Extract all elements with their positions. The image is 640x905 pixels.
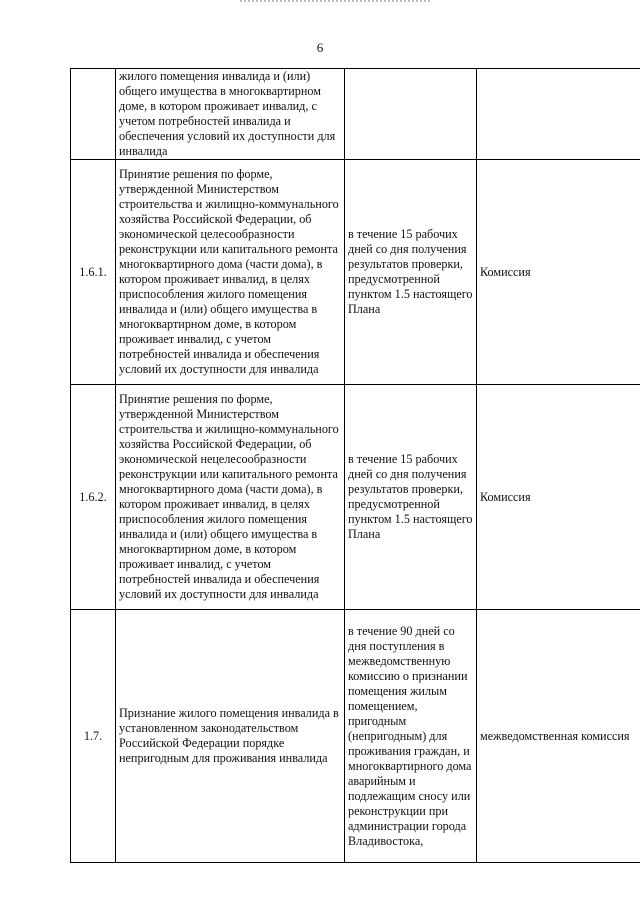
table-row — [71, 69, 640, 160]
action-cell: Принятие решения по форме, утвержденной Министерством строительства и жилищно-коммунального хозяйства Российской Федерации, об экономической нецелесообразности реконструкции или капитального ремонта многоквартирного дома (части дома), в котором проживает инвалид, в целях приспособления жилого помещения инвалида и (или) общего имущества в многоквартирном доме, в котором проживает инвалид, с учетом потребностей инвалида и обеспечения условий их доступности для инвалида — [116, 385, 345, 610]
page-number: 6 — [316, 40, 324, 55]
responsible-cell: межведомственная комиссия — [477, 610, 640, 863]
action-cell: жилого помещения инвалида и (или) общего имущества в многоквартирном доме, в котором проживает инвалид, с учетом потребностей инвалида и обеспечения условий их доступности для инвалида — [116, 69, 345, 160]
scan-top-mark — [240, 0, 430, 5]
item-number: 1.6.2. — [71, 385, 116, 610]
responsible-cell: Комиссия — [477, 385, 640, 610]
term-cell: в течение 15 рабочих дней со дня получения результатов проверки, предусмотренной пунктом 1.5 настоящего Плана — [345, 385, 477, 610]
table-row — [71, 385, 640, 610]
action-cell: Принятие решения по форме, утвержденной Министерством строительства и жилищно-коммунального хозяйства Российской Федерации, об экономической целесообразности реконструкции или капитального ремонта многоквартирного дома (части дома), в котором проживает инвалид, в целях приспособления жилого помещения инвалида и (или) общего имущества в многоквартирном доме, в котором проживает инвалид, с учетом потребностей инвалида и обеспечения условий их доступности для инвалида — [116, 160, 345, 385]
term-cell: в течение 15 рабочих дней со дня получения результатов проверки, предусмотренной пунктом 1.5 настоящего Плана — [345, 160, 477, 385]
table-row — [71, 610, 640, 863]
item-number — [71, 69, 116, 160]
item-number: 1.6.1. — [71, 160, 116, 385]
action-cell: Признание жилого помещения инвалида в установленном законодательством Российской Федерации порядке непригодным для проживания инвалида — [116, 610, 345, 863]
table-row — [71, 160, 640, 385]
responsible-cell — [477, 69, 640, 160]
item-number: 1.7. — [71, 610, 116, 863]
term-cell — [345, 69, 477, 160]
responsible-cell: Комиссия — [477, 160, 640, 385]
plan-table — [70, 68, 640, 863]
term-cell: в течение 90 дней со дня поступления в межведомственную комиссию о признании помещения жилым помещением, пригодным (непригодным) для проживания граждан, и многоквартирного дома аварийным и подлежащим сносу или реконструкции при администрации города Владивостока, — [345, 610, 477, 863]
